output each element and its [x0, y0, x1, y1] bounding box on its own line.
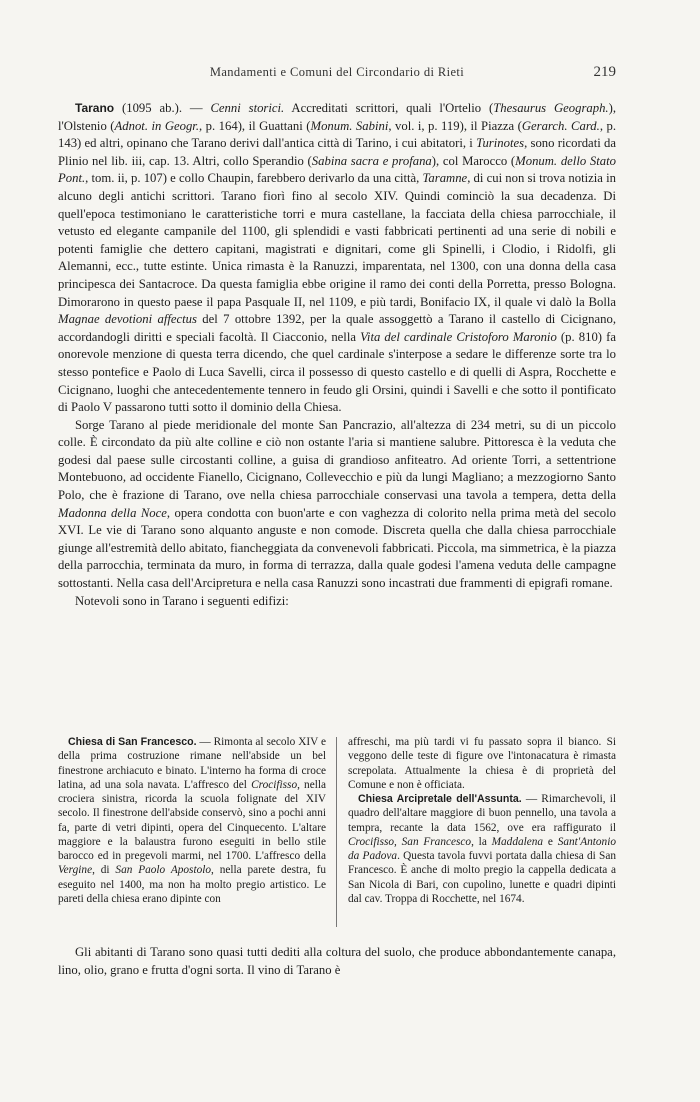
left-column: [58, 735, 326, 906]
entry-term: Tarano: [75, 101, 115, 115]
main-text: [58, 100, 616, 610]
right-column: [348, 735, 616, 906]
paragraph-agriculture: Gli abitanti di Tarano sono quasi tutti dediti alla coltura del suolo, che produce abbondantemente canapa, lino, olio, grano e frutta d'ogni sorta. Il vino di Tarano è: [58, 945, 616, 977]
entry-term: Chiesa di San Francesco.: [68, 736, 197, 748]
paragraph-description: Sorge Tarano al piede meridionale del monte San Pancrazio, all'altezza di 234 metri, su di un piccolo colle. È circondato da più alte colline e ciò non ostante l'aria si mantiene salubre. Pittoresca è la veduta che godesi dal paese sulle circostanti colline, a guisa di grandioso anfiteatro. Ad oriente Torri, a settentrione Montebuono, ad occidente Fianello, Cicignano, Collevecchio e più da lungi Magliano; a mezzogiorno Santo Polo, che è frazione di Tarano, ove nella chiesa parrocchiale conservasi una tavola a tempera, detta della Madonna della Noce, opera condotta con buon'arte e con vaghezza di colorito nella prima metà del secolo XVI. Le vie di Tarano sono alquanto anguste e non comode. Discreta quella che dalla chiesa parrocchiale giunge all'estremità dello abitato, fiancheggiata da convenevoli fabbricati. Piccola, ma simmetrica, è la piazza della parrocchia, terminata da muro, in forma di terrazza, dalla quale godesi l'amena veduta delle campagne sottostanti. Nella casa dell'Arcipretura e nella casa Ranuzzi sono incastrati due frammenti di epigrafi romane.: [58, 417, 616, 591]
entry-san-francesco-continued: affreschi, ma più tardi vi fu passato sopra il bianco. Si veggono delle teste di figure ove l'intonacatura è rimasta screpolata. Attualmente la chiesa è di proprietà del Comune e non è officiata.: [348, 736, 616, 791]
header-title: Mandamenti e Comuni del Circondario di Rieti: [209, 65, 465, 79]
column-divider: [336, 737, 337, 927]
paragraph-buildings-intro: Notevoli sono in Tarano i seguenti edifizi:: [75, 593, 289, 608]
two-column-section: [58, 735, 616, 931]
closing-text: [58, 944, 616, 979]
entry-san-francesco: Chiesa di San Francesco. — Rimonta al secolo XIV e della prima costruzione rimane nell'abside un bel finestrone archiacuto e binato. L'interno ha forma di croce latina, ad una sola navata. L'affresco del Crocifisso, nella crociera sinistra, ricorda la scuola folignate del XIV secolo. Il finestrone dell'abside conservò, sino a pochi anni fa, parte di vetri dipinti, opera del Cinquecento. L'altare maggiore e la balaustra furono eseguiti in bello stile barocco ed in pregevoli marmi, nel 1700. L'affresco della Vergine, di San Paolo Apostolo, nella parete destra, fu eseguito nel 1400, ma non ha molto pregio artistico. Le pareti della chiesa erano dipinte con: [58, 736, 327, 905]
entry-term: Chiesa Arcipretale dell'Assunta.: [358, 793, 522, 805]
page-number: 219: [593, 64, 616, 80]
paragraph-history: Tarano (1095 ab.). — Cenni storici. Accreditati scrittori, quali l'Ortelio (Thesaurus Geograph.), l'Olstenio (Adnot. in Geogr., p. 164), il Guattani (Monum. Sabini, vol. i, p. 119), il Piazza (Gerarch. Card., p. 143) ed altri, opinano che Tarano derivi dall'antica città di Tarino, i cui abitatori, i Turinotes, sono ricordati da Plinio nel lib. iii, cap. 13. Altri, collo Sperandio (Sabina sacra e profana), col Marocco (Monum. dello Stato Pont., tom. ii, p. 107) e collo Chaupin, farebbero derivarlo da una città, Taramne, di cui non si trova notizia in alcuno degli antichi scrittori. Tarano fiorì fino al secolo XIV. Quindi cominciò la sua decadenza. Di quell'epoca testimoniano le caratteristiche torri e mura castellane, la facciata della chiesa parrocchiale, il vetusto ed elegante campanile del 1100, gli splendidi e vasti fabbricati pertinenti ad una serie di nobili e potenti famiglie che dettero capitani, magistrati e dignitari, come gli Spinelli, i Clodio, i Ridolfi, gli Alemanni, ecc., tutte estinte. Unica rimasta è la Ranuzzi, imparentata, nel 1300, con una donna della casa principesca dei Santacroce. Da questa famiglia ebbe origine il ramo dei conti della Porretta, presso Bologna. Dimorarono in questo paese il papa Pasquale II, nel 1109, e più tardi, Bonifacio IX, il quale vi dalò la Bolla Magnae devotioni affectus del 7 ottobre 1392, per la quale assoggettò a Tarano il castello di Cicignano, accordandogli diritti e speciali facoltà. Il Ciacconio, nella Vita del cardinale Cristoforo Maronio (p. 810) fa onorevole menzione di questa terra dicendo, che quel cardinale s'interpose a sedare le differenze sorte tra lo stesso pontefice e Paolo di Luca Savelli, circa il possesso di questo castello e di quelli di Aspra, Rocchette e Cicignano, luoghi che antecedentemente tennero in feudo gli Orsini, quindi i Savelli e che sotto il pontificato di Paolo V passarono tutti sotto il dominio della Chiesa.: [58, 101, 617, 415]
running-header: [58, 65, 616, 85]
entry-arcipretale: Chiesa Arcipretale dell'Assunta. — Rimarchevoli, il quadro dell'altare maggiore di buon pennello, una tavola a tempra, recante la data 1562, ove era raffigurato il Crocifisso, San Francesco, la Maddalena e Sant'Antonio da Padova. Questa tavola fuvvi portata dalla chiesa di San Francesco. È anche di molto pregio la cappella dedicata a San Nicola di Bari, con cupolino, lunette e quadri dipinti dal cav. Troppa di Rocchette, nel 1674.: [348, 793, 617, 905]
